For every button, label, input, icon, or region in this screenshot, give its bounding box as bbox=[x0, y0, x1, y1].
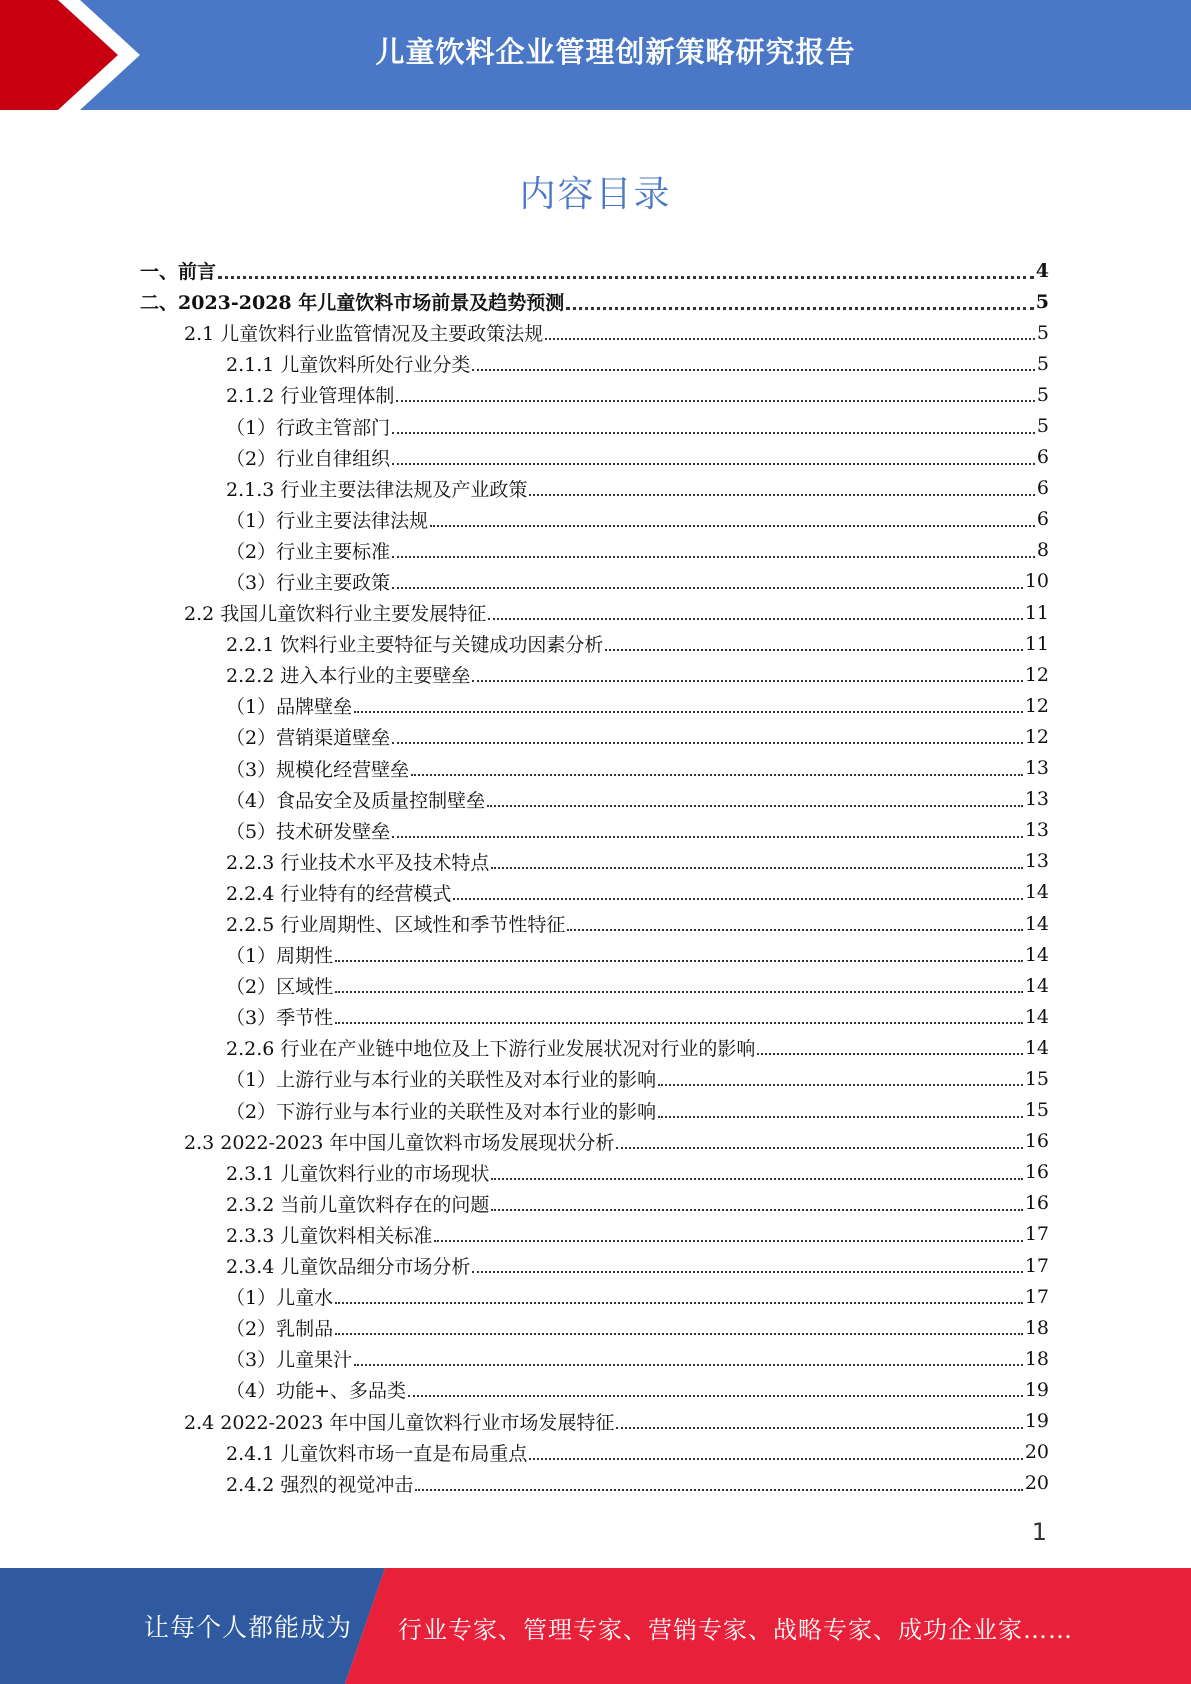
toc-entry-label: （3）儿童果汁 bbox=[226, 1349, 353, 1372]
toc-leader-dots bbox=[616, 1146, 1022, 1149]
toc-entry-label: （3）规模化经营壁垒 bbox=[226, 758, 410, 781]
toc-entry[interactable] bbox=[140, 317, 1049, 348]
toc-entry-page: 6 bbox=[1036, 508, 1049, 531]
toc-leader-dots bbox=[415, 1488, 1022, 1491]
toc-entry[interactable] bbox=[140, 255, 1049, 286]
toc-entry[interactable] bbox=[140, 628, 1049, 659]
toc-leader-dots bbox=[335, 1301, 1023, 1304]
toc-entry[interactable] bbox=[140, 1126, 1049, 1157]
toc-leader-dots bbox=[616, 1426, 1022, 1429]
toc-leader-dots bbox=[354, 710, 1023, 713]
toc-leader-dots bbox=[605, 648, 1022, 651]
toc-entry[interactable] bbox=[140, 690, 1049, 721]
toc-entry[interactable] bbox=[140, 286, 1049, 317]
toc-entry-label: 2.3.2 当前儿童饮料存在的问题 bbox=[226, 1193, 490, 1216]
toc-entry[interactable] bbox=[140, 504, 1049, 535]
toc-entry-page: 13 bbox=[1024, 788, 1049, 811]
toc-leader-dots bbox=[335, 1332, 1023, 1335]
toc-entry-page: 11 bbox=[1024, 632, 1049, 655]
toc-entry-page: 6 bbox=[1036, 477, 1049, 500]
toc-entry-page: 16 bbox=[1024, 1161, 1049, 1184]
toc-entry-page: 5 bbox=[1036, 352, 1049, 375]
toc-entry-label: （1）品牌壁垒 bbox=[226, 696, 353, 719]
toc-entry-page: 19 bbox=[1024, 1378, 1049, 1401]
footer-slogan-right: 行业专家、管理专家、营销专家、战略专家、成功企业家…… bbox=[398, 1616, 1073, 1644]
toc-entry-page: 17 bbox=[1024, 1223, 1049, 1246]
toc-entry-label: 2.2.5 行业周期性、区域性和季节性特征 bbox=[226, 914, 566, 937]
toc-leader-dots bbox=[218, 275, 1034, 279]
toc-entry-label: 2.4.1 儿童饮料市场一直是布局重点 bbox=[226, 1442, 528, 1465]
toc-entry[interactable] bbox=[140, 535, 1049, 566]
toc-leader-dots bbox=[354, 1363, 1023, 1366]
toc-entry[interactable] bbox=[140, 784, 1049, 815]
toc-entry-label: 2.4.2 强烈的视觉冲击 bbox=[226, 1473, 414, 1496]
toc-entry-page: 13 bbox=[1024, 819, 1049, 842]
toc-leader-dots bbox=[392, 462, 1035, 465]
toc-leader-dots bbox=[392, 431, 1035, 434]
toc-entry-page: 5 bbox=[1036, 321, 1049, 344]
toc-leader-dots bbox=[491, 1177, 1022, 1180]
toc-entry[interactable] bbox=[140, 1095, 1049, 1126]
toc-leader-dots bbox=[453, 897, 1022, 900]
toc-leader-dots bbox=[430, 524, 1035, 527]
toc-entry[interactable] bbox=[140, 815, 1049, 846]
toc-entry-label: 2.2 我国儿童饮料行业主要发展特征 bbox=[184, 603, 487, 626]
toc-entry[interactable] bbox=[140, 1312, 1049, 1343]
toc-entry-label: （3）季节性 bbox=[226, 1007, 334, 1030]
toc-leader-dots bbox=[529, 493, 1035, 496]
toc-entry-label: （2）下游行业与本行业的关联性及对本行业的影响 bbox=[226, 1100, 657, 1123]
toc-entry-label: 2.2.4 行业特有的经营模式 bbox=[226, 882, 452, 905]
toc-leader-dots bbox=[472, 1270, 1022, 1273]
toc-entry[interactable] bbox=[140, 970, 1049, 1001]
toc-entry-label: （1）儿童水 bbox=[226, 1287, 334, 1310]
toc-leader-dots bbox=[392, 741, 1023, 744]
toc-entry[interactable] bbox=[140, 1468, 1049, 1499]
toc-leader-dots bbox=[392, 835, 1023, 838]
toc-leader-dots bbox=[488, 617, 1023, 620]
toc-entry-label: 2.1 儿童饮料行业监管情况及主要政策法规 bbox=[184, 323, 544, 346]
toc-entry-label: （1）行政主管部门 bbox=[226, 416, 391, 439]
toc-entry-label: （4）功能+、多品类 bbox=[226, 1380, 407, 1403]
toc-entry[interactable] bbox=[140, 348, 1049, 379]
toc-entry-page: 15 bbox=[1024, 1067, 1049, 1090]
toc-entry-page: 8 bbox=[1036, 539, 1049, 562]
toc-entry-page: 10 bbox=[1024, 570, 1049, 593]
toc-entry-label: （1）上游行业与本行业的关联性及对本行业的影响 bbox=[226, 1069, 657, 1092]
toc-entry-page: 14 bbox=[1024, 943, 1049, 966]
toc-leader-dots bbox=[335, 990, 1023, 993]
toc-entry-page: 14 bbox=[1024, 974, 1049, 997]
toc-entry-page: 6 bbox=[1036, 446, 1049, 469]
toc-entry-page: 20 bbox=[1024, 1441, 1049, 1464]
footer-slogan-left: 让每个人都能成为 bbox=[144, 1613, 353, 1642]
toc-entry-page: 16 bbox=[1024, 1130, 1049, 1153]
toc-entry-page: 12 bbox=[1024, 694, 1049, 717]
toc-entry-page: 13 bbox=[1024, 850, 1049, 873]
document-title: 儿童饮料企业管理创新策略研究报告 bbox=[375, 35, 856, 69]
toc-entry[interactable] bbox=[140, 566, 1049, 597]
toc-leader-dots bbox=[335, 1021, 1023, 1024]
toc-entry[interactable] bbox=[140, 1437, 1049, 1468]
toc-entry-page: 17 bbox=[1024, 1254, 1049, 1277]
toc-entry[interactable] bbox=[140, 379, 1049, 410]
toc-entry-page: 11 bbox=[1024, 601, 1049, 624]
toc-entry-label: 一、前言 bbox=[140, 261, 217, 284]
toc-leader-dots bbox=[335, 959, 1023, 962]
toc-entry-label: 二、2023-2028 年儿童饮料市场前景及趋势预测 bbox=[140, 292, 565, 315]
toc-leader-dots bbox=[529, 1457, 1022, 1460]
toc-entry[interactable] bbox=[140, 410, 1049, 441]
toc-entry-label: （4）食品安全及质量控制壁垒 bbox=[226, 789, 486, 812]
toc-entry-label: 2.2.1 饮料行业主要特征与关键成功因素分析 bbox=[226, 634, 604, 657]
toc-entry-label: 2.2.2 进入本行业的主要壁垒 bbox=[226, 665, 471, 688]
toc-leader-dots bbox=[408, 1394, 1023, 1397]
toc-entry-page: 12 bbox=[1024, 725, 1049, 748]
toc-entry-label: 2.4 2022-2023 年中国儿童饮料行业市场发展特征 bbox=[184, 1411, 615, 1434]
header-banner bbox=[0, 0, 1191, 110]
toc-leader-dots bbox=[392, 555, 1035, 558]
toc-entry[interactable] bbox=[140, 1374, 1049, 1405]
toc-entry-page: 20 bbox=[1024, 1472, 1049, 1495]
toc-entry-page: 14 bbox=[1024, 881, 1049, 904]
toc-entry[interactable] bbox=[140, 846, 1049, 877]
toc-entry-page: 5 bbox=[1036, 383, 1049, 406]
footer-banner bbox=[0, 1568, 1191, 1684]
toc-entry[interactable] bbox=[140, 1157, 1049, 1188]
toc-leader-dots bbox=[491, 1208, 1022, 1211]
toc-entry[interactable] bbox=[140, 1405, 1049, 1436]
toc-entry[interactable] bbox=[140, 659, 1049, 690]
toc-entry[interactable] bbox=[140, 1343, 1049, 1374]
toc-entry[interactable] bbox=[140, 1250, 1049, 1281]
toc-entry-label: （2）行业自律组织 bbox=[226, 447, 391, 470]
toc-entry[interactable] bbox=[140, 721, 1049, 752]
toc-entry[interactable] bbox=[140, 1188, 1049, 1219]
toc-entry[interactable] bbox=[140, 1219, 1049, 1250]
toc-leader-dots bbox=[487, 804, 1023, 807]
toc-entry-page: 12 bbox=[1024, 663, 1049, 686]
toc-leader-dots bbox=[392, 586, 1023, 589]
toc-entry[interactable] bbox=[140, 908, 1049, 939]
toc-leader-dots bbox=[472, 368, 1035, 371]
toc-entry-page: 5 bbox=[1035, 290, 1049, 313]
toc-entry-page: 5 bbox=[1036, 415, 1049, 438]
toc-entry-label: （2）营销渠道壁垒 bbox=[226, 727, 391, 750]
table-of-contents bbox=[140, 255, 1049, 1499]
toc-leader-dots bbox=[757, 1052, 1022, 1055]
toc-entry-label: 2.3.3 儿童饮料相关标准 bbox=[226, 1224, 433, 1247]
toc-entry[interactable] bbox=[140, 1001, 1049, 1032]
toc-entry[interactable] bbox=[140, 753, 1049, 784]
toc-entry[interactable] bbox=[140, 877, 1049, 908]
toc-entry-label: 2.3.4 儿童饮品细分市场分析 bbox=[226, 1256, 471, 1279]
toc-leader-dots bbox=[567, 928, 1022, 931]
toc-entry-label: （2）区域性 bbox=[226, 976, 334, 999]
toc-entry-page: 14 bbox=[1024, 1036, 1049, 1059]
toc-entry[interactable] bbox=[140, 597, 1049, 628]
toc-entry-page: 4 bbox=[1035, 259, 1049, 282]
toc-entry-label: （1）周期性 bbox=[226, 945, 334, 968]
toc-leader-dots bbox=[566, 306, 1034, 310]
toc-entry-label: 2.1.2 行业管理体制 bbox=[226, 385, 395, 408]
toc-entry-page: 19 bbox=[1024, 1410, 1049, 1433]
toc-leader-dots bbox=[472, 679, 1022, 682]
toc-entry[interactable] bbox=[140, 1063, 1049, 1094]
page-number: 1 bbox=[1031, 1518, 1047, 1546]
toc-entry-label: （1）行业主要法律法规 bbox=[226, 509, 429, 532]
toc-entry[interactable] bbox=[140, 473, 1049, 504]
toc-leader-dots bbox=[396, 399, 1035, 402]
toc-entry[interactable] bbox=[140, 939, 1049, 970]
toc-leader-dots bbox=[491, 866, 1022, 869]
toc-leader-dots bbox=[411, 773, 1023, 776]
toc-entry-label: 2.2.3 行业技术水平及技术特点 bbox=[226, 851, 490, 874]
toc-entry-page: 17 bbox=[1024, 1285, 1049, 1308]
toc-entry-page: 16 bbox=[1024, 1192, 1049, 1215]
toc-entry[interactable] bbox=[140, 1032, 1049, 1063]
toc-entry[interactable] bbox=[140, 1281, 1049, 1312]
toc-entry-label: （3）行业主要政策 bbox=[226, 571, 391, 594]
toc-entry-page: 18 bbox=[1024, 1347, 1049, 1370]
toc-leader-dots bbox=[658, 1115, 1023, 1118]
toc-entry-page: 15 bbox=[1024, 1099, 1049, 1122]
toc-leader-dots bbox=[545, 337, 1035, 340]
toc-entry-page: 13 bbox=[1024, 757, 1049, 780]
toc-entry-label: （5）技术研发壁垒 bbox=[226, 820, 391, 843]
toc-entry-page: 14 bbox=[1024, 1005, 1049, 1028]
toc-entry[interactable] bbox=[140, 442, 1049, 473]
toc-leader-dots bbox=[434, 1239, 1022, 1242]
toc-heading: 内容目录 bbox=[519, 174, 672, 215]
toc-entry-label: （2）行业主要标准 bbox=[226, 540, 391, 563]
toc-entry-label: 2.1.1 儿童饮料所处行业分类 bbox=[226, 354, 471, 377]
toc-entry-label: 2.3.1 儿童饮料行业的市场现状 bbox=[226, 1162, 490, 1185]
toc-entry-label: 2.3 2022-2023 年中国儿童饮料市场发展现状分析 bbox=[184, 1131, 615, 1154]
toc-entry-page: 14 bbox=[1024, 912, 1049, 935]
toc-leader-dots bbox=[658, 1083, 1023, 1086]
toc-entry-page: 18 bbox=[1024, 1316, 1049, 1339]
toc-entry-label: 2.2.6 行业在产业链中地位及上下游行业发展状况对行业的影响 bbox=[226, 1038, 756, 1061]
toc-entry-label: （2）乳制品 bbox=[226, 1318, 334, 1341]
toc-entry-label: 2.1.3 行业主要法律法规及产业政策 bbox=[226, 478, 528, 501]
